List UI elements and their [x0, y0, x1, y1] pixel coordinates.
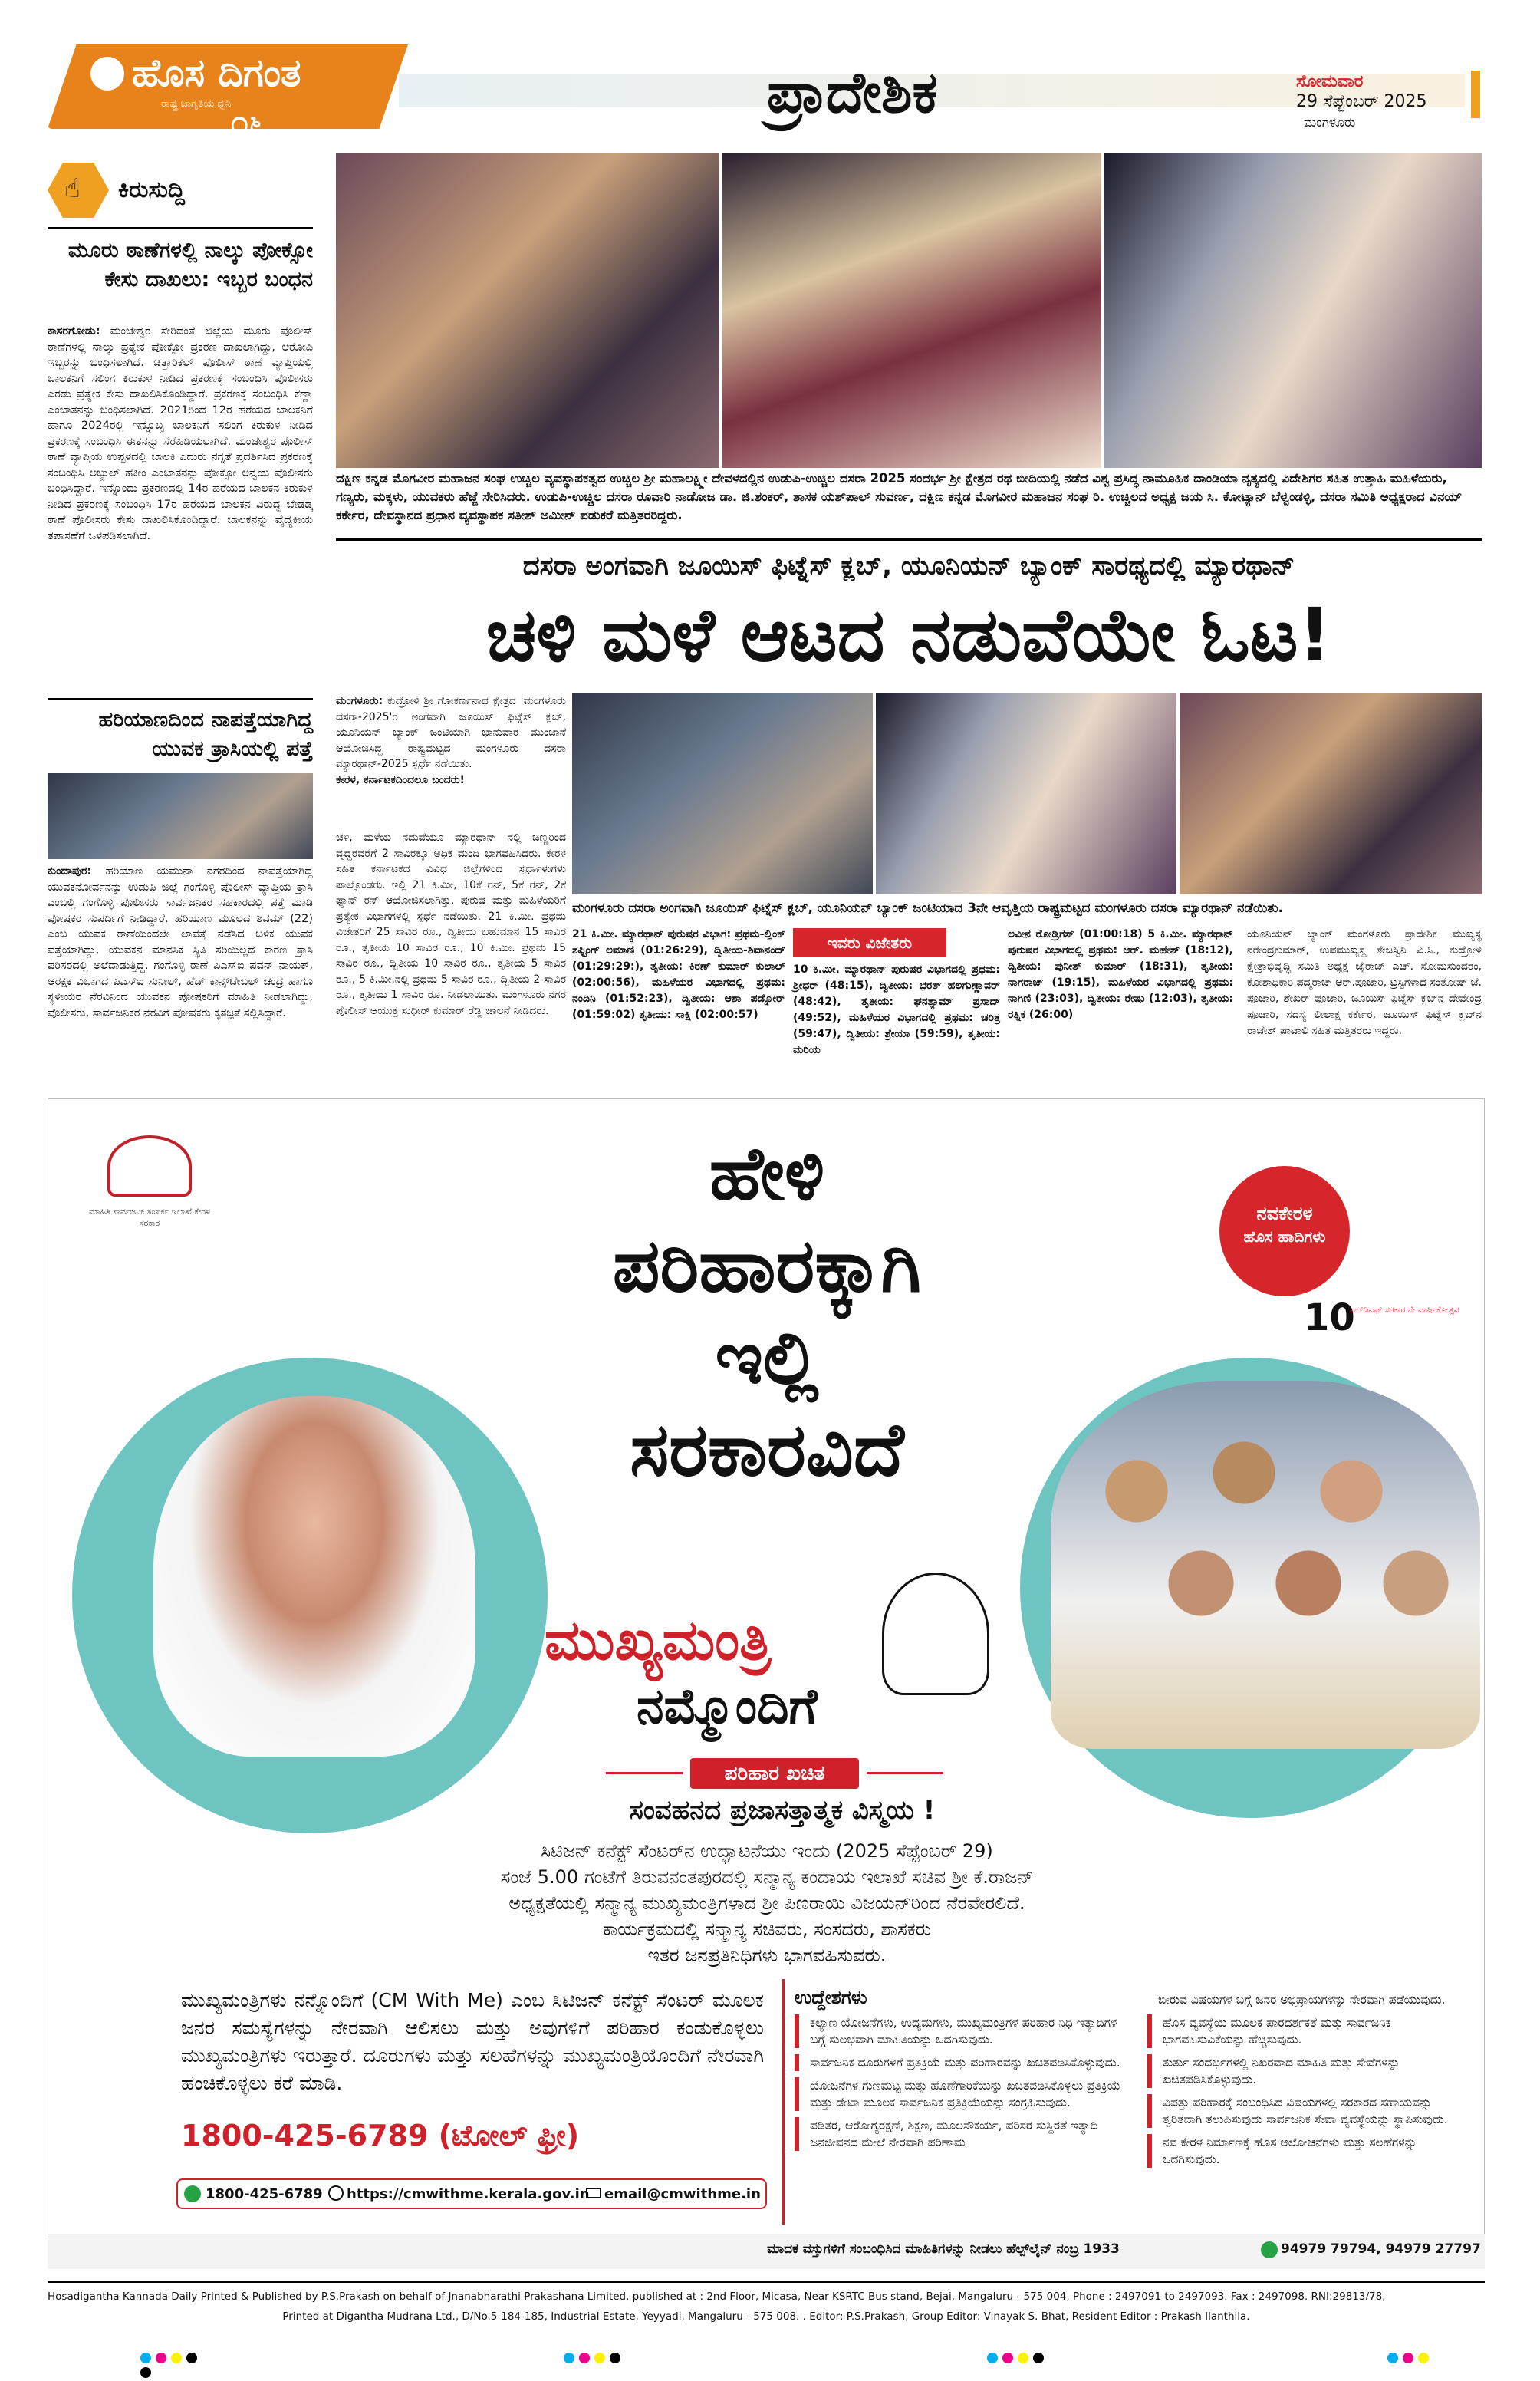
ad-headline-3: ಇಲ್ಲಿ: [715, 1315, 819, 1401]
dandiya-photo-2: [722, 153, 1101, 468]
marathon-subhead: ಕೇರಳ, ಕರ್ನಾಟಕದಿಂದಲೂ ಬಂದರು!: [336, 773, 465, 786]
brief1-dateline: ಕಾಸರಗೋಡು:: [48, 325, 100, 338]
helpline-text: ಮಾದಕ ವಸ್ತುಗಳಿಗೆ ಸಂಬಂಧಿಸಿದ ಮಾಹಿತಿಗಳನ್ನು ನೀಡಲು ಹೆಲ್ಪ್‌ಲೈನ್ ನಂಬ್ರ 1933: [767, 2241, 1120, 2257]
objectives-list-right: [1147, 1991, 1469, 2168]
registration-marks: [138, 2352, 1442, 2381]
logo-tagline: ರಾಷ್ಟ್ರ ಜಾಗೃತಿಯ ಧ್ವನಿ: [161, 98, 232, 110]
top-story-divider: [336, 538, 1482, 541]
objective-item: ತುರ್ತು ಸಂದರ್ಭಗಳಲ್ಲಿ ನಿಖರವಾದ ಮಾಹಿತಿ ಮತ್ತು ಸೇವೆಗಳನ್ನು ಖಚಿತಪಡಿಸಿಕೊಳ್ಳುವುದು.: [1147, 2054, 1469, 2088]
briefs-label: ಕಿರುಸುದ್ದಿ: [118, 176, 186, 203]
brief2-headline: ಹರಿಯಾಣದಿಂದ ನಾಪತ್ತೆಯಾಗಿದ್ದ ಯುವಕ ತ್ರಾಸಿಯಲ್ಲಿ ಪತ್ತೆ: [98, 708, 313, 761]
marathon-intro: [336, 693, 566, 788]
marathon-dateline: ಮಂಗಳೂರು:: [336, 695, 383, 707]
marathon-photo-caption: ಮಂಗಳೂರು ದಸರಾ ಅಂಗವಾಗಿ ಜೂಯಿಸ್ ಫಿಟ್ನೆಸ್ ಕ್ಲಬ್, ಯೂನಿಯನ್ ಬ್ಯಾಂಕ್ ಜಂಟಿಯಾದ 3ನೇ ಆವೃತ್ತಿಯ ರಾಷ್ಟ್ರಮಟ್ಟದ ಮಂಗಳೂರು ದಸರಾ ಮ್ಯಾರಥಾನ್ ನಡೆಯಿತು.: [572, 901, 1284, 916]
marathon-kicker: ದಸರಾ ಅಂಗವಾಗಿ ಜೂಯಿಸ್ ಫಿಟ್ನೆಸ್ ಕ್ಲಬ್, ಯೂನಿಯನ್ ಬ್ಯಾಂಕ್ ಸಾರಥ್ಯದಲ್ಲಿ ಮ್ಯಾರಥಾನ್: [522, 551, 1295, 581]
globe-icon: [328, 2185, 344, 2201]
objective-item: ಯೋಜನೆಗಳ ಗುಣಮಟ್ಟ ಮತ್ತು ಹೊಣೆಗಾರಿಕೆಯನ್ನು ಖಚಿತಪಡಿಸಿಕೊಳ್ಳಲು ಪ್ರತಿಕ್ರಿಯೆ ಮತ್ತು ಡೇಟಾ ಮೂಲಕ ಸಾರ್ವಜನಿಕ ಪ್ರತಿಕ್ರಿಯೆಯನ್ನು ಸಂಗ್ರಹಿಸುವುದು.: [795, 2077, 1132, 2111]
dandiya-caption: ದಕ್ಷಿಣ ಕನ್ನಡ ಮೊಗವೀರ ಮಹಾಜನ ಸಂಘ ಉಚ್ಚಿಲ ವ್ಯವಸ್ಥಾಪಕತ್ವದ ಉಚ್ಚಿಲ ಶ್ರೀ ಮಹಾಲಕ್ಷ್ಮೀ ದೇವಳದಲ್ಲಿನ ಉಡುಪಿ-ಉಚ್ಚಿಲ ದಸರಾ 2025 ಸಂದರ್ಭ ಶ್ರೀ ಕ್ಷೇತ್ರದ ರಥ ಬೀದಿಯಲ್ಲಿ ನಡೆದ ವಿಶ್ವ ಪ್ರಸಿದ್ಧ ನಾಮೂಹಿಕ ದಾಂಡಿಯಾ ನೃತ್ಯದಲ್ಲಿ ವಿದೇಶಿಗರ ಸಹಿತ ಉತ್ತಾಹಿ ಮಹಿಳೆಯರು, ಗಣ್ಯರು, ಮಕ್ಕಳು, ಯುವಕರು ಹೆಜ್ಜೆ ಸೇರಿಸಿದರು. ಉಡುಪಿ-ಉಚ್ಚಿಲ ದಸರಾ ರೂವಾರಿ ನಾಡೋಜ ಡಾ. ಜಿ.ಶಂಕರ್, ಶಾಸಕ ಯಶ್‌ಪಾಲ್ ಸುವರ್ಣ, ದಕ್ಷಿಣ ಕನ್ನಡ ಮೊಗವೀರ ಮಹಾಜನ ಸಂಘ ರಿ. ಉಚ್ಚಿಲದ ಅಧ್ಯಕ್ಷ ಜಯ ಸಿ. ಕೋಟ್ಯಾನ್ ಬೆಳ್ವಂಡಳ್ಳಿ, ದಸರಾ ಸಮಿತಿ ಅಧ್ಯಕ್ಷರಾದ ವಿನಯ್ ಕರ್ಕೇರ, ದೇವಸ್ಥಾನದ ಪ್ರಧಾನ ವ್ಯವಸ್ಥಾಪಕ ಸತೀಶ್ ಅಮೀನ್ ಪಡುಕರೆ ಮತ್ತಿತರರಿದ್ದರು.: [336, 471, 1463, 522]
contact-email[interactable]: email@cmwithme.in: [604, 2186, 761, 2202]
marathon-photo-2: [876, 693, 1176, 894]
masthead-accent-bar: [1471, 71, 1480, 118]
hand-icon: ☝: [64, 173, 81, 204]
badge-line1: ನವಕೇರಳ: [1256, 1203, 1313, 1224]
announcement: [330, 1838, 1204, 1968]
cm-portrait: [153, 1396, 475, 1757]
contact-web[interactable]: https://cmwithme.kerala.gov.in: [347, 2186, 590, 2202]
dandiya-photo-1: [336, 153, 719, 468]
objective-item: ನವ ಕೇರಳ ನಿರ್ಮಾಣಕ್ಕೆ ಹೊಸ ಆಲೋಚನೆಗಳು ಮತ್ತು ಸಲಹೆಗಳನ್ನು ಒದಗಿಸುವುದು.: [1147, 2134, 1469, 2168]
masthead: [0, 0, 1540, 153]
brief1-text: ಮಂಜೇಶ್ವರ ಸೇರಿದಂತೆ ಜಿಲ್ಲೆಯ ಮೂರು ಪೊಲೀಸ್ ಠಾಣೆಗಳಲ್ಲಿ ನಾಲ್ಕು ಪ್ರತ್ಯೇಕ ಪೋಕ್ಸೋ ಪ್ರಕರಣ ದಾಖಲಾಗಿದ್ದು, ಆರೋಪಿ ಇಬ್ಬರನ್ನು ಬಂಧಿಸಲಾಗಿದೆ. ಚಿತ್ತಾರಿಕಲ್ ಪೊಲೀಸ್ ಠಾಣೆ ವ್ಯಾಪ್ತಿಯಲ್ಲಿ ಬಾಲಕನಿಗೆ ಸಲಿಂಗ ಕಿರುಕುಳ ನೀಡಿದ ಪ್ರಕರಣಕ್ಕೆ ಸಂಬಂಧಿಸಿ ಪೊಲೀಸರು ಎರಡು ಪ್ರತ್ಯೇಕ ಕೇಸು ದಾಖಲಿಸಿಕೊಂಡಿದ್ದಾರೆ. ಪ್ರಕರಣಕ್ಕೆ ಸಂಬಂಧಿಸಿ ಕೆಣ್ಣಾ ಎಂಬಾತನನ್ನು ಬಂಧಿಸಲಾಗಿದೆ. 2021ರಿಂದ 12ರ ಹರೆಯದ ಬಾಲಕನಿಗೆ ಹಾಗೂ 2024ರಲ್ಲಿ ಇನ್ನೊಬ್ಬ ಬಾಲಕನಿಗೆ ಸಲಿಂಗ ಕಿರುಕುಳ ನೀಡಿದ ಪ್ರಕರಣಕ್ಕೆ ಸಂಬಂಧಿಸಿ ಈತನನ್ನು ಸೆರೆಹಿಡಿಯಲಾಗಿದೆ. ಮಂಜೇಶ್ವರ ಪೊಲೀಸ್ ಠಾಣೆ ವ್ಯಾಪ್ತಿಯ ಉಪ್ಪಳದಲ್ಲಿ ಬಾಲಕಿ ಎದುರು ನಗ್ನತೆ ಪ್ರದರ್ಶಿಸಿದ ಪ್ರಕರಣಕ್ಕೆ ಸಂಬಂಧಿಸಿ ಅಬ್ದುಲ್ ಹಕೀಂ ಎಂಬಾತನನ್ನು ಪೋಕ್ಸೋ ಅನ್ವಯ ಪೊಲೀಸರು ಬಂಧಿಸಿದ್ದಾರೆ. ಇನ್ನೊಂದು ಪ್ರಕರಣದಲ್ಲಿ 14ರ ಹರೆಯದ ಬಾಲಕನ ಕಿರುಕುಳ ನೀಡಿದ ಪ್ರಕರಣಕ್ಕೆ ಸಂಬಂಧಿಸಿ 17ರ ಹರೆಯದ ಬಾಲಕನ ವಿರುದ್ಧ ಬೇಡಡ್ಕ ಠಾಣೆ ಪೊಲೀಸರು ಕೇಸು ದಾಖಲಿಸಿಕೊಂಡಿದ್ದಾರೆ. ಬಾಲಕನನ್ನು ವೈದ್ಯಕೀಯ ತಪಾಸಣೆಗೆ ಒಳಪಡಿಸಲಾಗಿದೆ.: [48, 325, 313, 542]
marathon-intro-text: ಕುದ್ರೋಳಿ ಶ್ರೀ ಗೋಕರ್ಣನಾಥ ಕ್ಷೇತ್ರದ 'ಮಂಗಳೂರು ದಸರಾ-2025'ರ ಅಂಗವಾಗಿ ಜೂಯಿಸ್ ಫಿಟ್ನೆಸ್ ಕ್ಲಬ್, ಯೂನಿಯನ್ ಬ್ಯಾಂಕ್ ಜಂಟಿಯಾಗಿ ಭಾನುವಾರ ಮುಂಜಾನೆ ಆಯೋಜಿಸಿದ್ದ ರಾಷ್ಟ್ರಮಟ್ಟದ ಮಂಗಳೂರು ದಸರಾ ಮ್ಯಾರಥಾನ್-2025 ಸ್ಪರ್ಧೆ ನಡೆಯಿತು.: [336, 695, 567, 770]
winners-col-3: ಲವೀನ ರೋಡ್ರಿಗಸ್ (01:00:18) 5 ಕಿ.ಮೀ. ಮ್ಯಾರಥಾನ್ ಪುರುಷರ ವಿಭಾಗದಲ್ಲಿ ಪ್ರಥಮ: ಆರ್. ಮಹೇಶ್ (18:12), ದ್ವಿತೀಯ: ಪುನೀತ್ ಕುಮಾರ್ (18:31), ತೃತೀಯ: ನಾಗರಾಜ್ (19:15), ಮಹಿಳೆಯರ ವಿಭಾಗದಲ್ಲಿ ಪ್ರಥಮ: ನಾಗಿಣಿ (23:03), ದ್ವಿತೀಯ: ರೇಷು (12:03), ತೃತೀಯ: ರತ್ನಿಕ (26:00): [1008, 928, 1233, 1021]
announcement-line: ಸಂಜೆ 5.00 ಗಂಟೆಗೆ ತಿರುವನಂತಪುರದಲ್ಲಿ ಸನ್ಮಾನ್ಯ ಕಂದಾಯ ಇಲಾಖೆ ಸಚಿವ ಶ್ರೀ ಕೆ.ರಾಜನ್: [500, 1866, 1034, 1888]
briefs-divider-2: [48, 698, 313, 700]
winners-col-2: 10 ಕಿ.ಮೀ. ಮ್ಯಾರಥಾನ್ ಪುರುಷರ ವಿಭಾಗದಲ್ಲಿ ಪ್ರಥಮ: ಶ್ರೀಧರ್ (48:15), ದ್ವಿತೀಯ: ಭರತ್ ಹಲಗುಣ್ಣಾವರ್ (48:42), ತೃತೀಯ: ಘನಶ್ಯಾಮ್ ಪ್ರಸಾದ್ (49:52), ಮಹಿಳೆಯರ ವಿಭಾಗದಲ್ಲಿ ಪ್ರಥಮ: ಚರಿತ್ರ (59:47), ದ್ವಿತೀಯ: ಶ್ರೇಯಾ (59:59), ತೃತೀಯ: ಮರಿಯ: [793, 963, 1000, 1056]
ribbon-title: ಪರಿಹಾರ ಖಚಿತ: [690, 1758, 859, 1789]
imprint-line-2: Printed at Digantha Mudrana Ltd., D/No.5-184-185, Industrial Estate, Yeyyadi, Mangaluru - 575 008. . Editor: P.S.Prakash, Group Editor: Vinayak S. Bhat, Resident Editor : Prakash Ilanthila.: [282, 2310, 1250, 2323]
kerala-emblem-icon: [107, 1135, 192, 1197]
badge-small-text: ಎಲ್‌ಡಿಎಫ್ ಸರಕಾರ ನೇ ವಾರ್ಷಿಕೋತ್ಸವ: [1350, 1305, 1459, 1315]
announcement-line: ಅಧ್ಯಕ್ಷತೆಯಲ್ಲಿ ಸನ್ಮಾನ್ಯ ಮುಖ್ಯಮಂತ್ರಿಗಳಾದ ಶ್ರೀ ಪಿಣರಾಯಿ ವಿಜಯನ್‌ರಿಂದ ನೆರವೇರಲಿದೆ.: [508, 1892, 1025, 1914]
logo-title: ಹೊಸ ದಿಗಂತ: [132, 51, 301, 95]
ribbon-subtitle: ಸಂವಹನದ ಪ್ರಜಾಸತ್ತಾತ್ಮಕ ವಿಸ್ಮಯ !: [629, 1795, 936, 1826]
announcement-line: ಕಾರ್ಯಕ್ರಮದಲ್ಲಿ ಸನ್ಮಾನ್ಯ ಸಚಿವರು, ಸಂಸದರು, ಶಾಸಕರು: [603, 1918, 931, 1940]
marathon-photo-3: [1180, 693, 1482, 894]
helpline-whatsapp[interactable]: 94979 79794, 94979 27797: [1281, 2241, 1481, 2257]
imprint-rule: [48, 2281, 1485, 2283]
objective-item: ಪಡಿತರ, ಆರೋಗ್ಯರಕ್ಷಣೆ, ಶಿಕ್ಷಣ, ಮೂಲಸೌಕರ್ಯ, ಪರಿಸರ ಸುಸ್ಥಿರತೆ ಇತ್ಯಾದಿ ಜನಜೀವನದ ಮೇಲೆ ನೇರವಾಗಿ ಪರಿಣಾಮ: [795, 2117, 1132, 2151]
winners-col-1: 21 ಕಿ.ಮೀ. ಮ್ಯಾರಥಾನ್ ಪುರುಷರ ವಿಭಾಗ: ಪ್ರಥಮ-ಲ್ಲಿಂಕ್ ಶಫ್ಟಿಂಗ್ ಲಮಾಣಿ (01:26:29), ದ್ವಿತೀಯ-ಶಿವಾನಂದ್ (01:29:29:), ತೃತೀಯ: ಕಿರಣ್ ಕುಮಾರ್ ಕುಲಾಲ್ (02:00:56), ಮಹಿಳೆಯರ ವಿಭಾಗದಲ್ಲಿ ಪ್ರಥಮ: ನಂದಿನಿ (01:52:23), ದ್ವಿತೀಯ: ಆಶಾ ಪಡ್ನೋರ್ (01:59:02) ತೃತೀಯ: ಸಾಕ್ಷಿ (02:00:57): [572, 928, 785, 1021]
ad-title-black: ನಮ್ಮೊಂದಿಗೆ: [637, 1678, 818, 1735]
ad-headline-2: ಪರಿಹಾರಕ್ಕಾಗಿ: [612, 1223, 922, 1309]
objective-item: ಸಾರ್ವಜನಿಕ ದೂರುಗಳಿಗೆ ಪ್ರತಿಕ್ರಿಯೆ ಮತ್ತು ಪರಿಹಾರವನ್ನು ಖಚಿತಪಡಿಸಿಕೊಳ್ಳುವುದು.: [795, 2054, 1132, 2071]
objective-item: ಬೀರುವ ವಿಷಯಗಳ ಬಗ್ಗೆ ಜನರ ಅಭಿಪ್ರಾಯಗಳನ್ನು ನೇರವಾಗಿ ಪಡೆಯುವುದು.: [1158, 1993, 1446, 2007]
imprint-line-1: Hosadigantha Kannada Daily Printed & Published by P.S.Prakash on behalf of Jnanabharathi Prakashana Limited. published at : 2nd Floor, Micasa, Near KSRTC Bus stand, Bejai, Mangaluru - 575 004, Phone : 2497091 to 2497093. Fax : 2497098. RNI:29813/78,: [48, 2290, 1386, 2303]
cm-sketch-icon: [882, 1573, 989, 1695]
brief1-body: [48, 324, 313, 544]
briefs-divider: [48, 227, 313, 229]
brief2-dateline: ಕುಂದಾಪುರ:: [48, 865, 92, 878]
objective-item: ಕಲ್ಯಾಣ ಯೋಜನೆಗಳು, ಉದ್ಯಮಗಳು, ಮುಖ್ಯಮಂತ್ರಿಗಳ ಪರಿಹಾರ ನಿಧಿ ಇತ್ಯಾದಿಗಳ ಬಗ್ಗೆ ಸುಲಭವಾಗಿ ಮಾಹಿತಿಯನ್ನು ಒದಗಿಸುವುದು.: [795, 2014, 1132, 2048]
brief2-body: [48, 864, 313, 1021]
email-icon: [586, 2188, 601, 2198]
brief2-text: ಹರಿಯಾಣ ಯಮುನಾ ನಗರದಿಂದ ನಾಪತ್ತೆಯಾಗಿದ್ದ ಯುವಕನೋರ್ವನನ್ನು ಉಡುಪಿ ಜಿಲ್ಲೆ ಗಂಗೊಳ್ಳಿ ಪೊಲೀಸ್ ವ್ಯಾಪ್ತಿಯ ತ್ರಾಸಿ ಎಂಬಲ್ಲಿ ಗಂಗೊಳ್ಳಿ ಪೊಲೀಸರು ಸಾರ್ವಜನಿಕರ ಸಹಕಾರದಲ್ಲಿ ಪತ್ತೆ ಮಾಡಿ ಪೋಷಕರ ಸುಪರ್ದಿಗೆ ನೀಡಿದ್ದಾರೆ. ಹರಿಯಾಣ ಮೂಲದ ಶಿವಮ್ (22) ಎಂಬ ಯುವಕ ಠಾಣೆಯಿಂದಲೇ ಲಾಪತ್ತೆ ನಡೆಸಿದ ಬಳಿಕ ಯುವಕ ಪತ್ತೆಯಾಗಿದ್ದು, ಯುವಕನ ಮಾನಸಿಕ ಸ್ಥಿತಿ ಸರಿಯಿಲ್ಲದ ಕಾರಣ ತ್ರಾಸಿ ಪರಿಸರದಲ್ಲಿ ಅಲೆದಾಡುತ್ತಿದ್ದ. ಗಂಗೊಳ್ಳಿ ಠಾಣೆ ಪಿಎಸ್ಐ ಪವನ್ ನಾಯಕ್, ಆರಕ್ಷಕ ವಿಭಾಗದ ಪಿಎಸ್ಐ ಸುನೀಲ್, ಹೆಡ್ ಕಾನ್ಸ್‌ಟೇಬಲ್ ಚಂದ್ರ ಹಾಗೂ ಸ್ಥಳೀಯರ ನೆರವಿನಿಂದ ಯುವಕನ ಪೋಷಕರಿಗೆ ಮಾಹಿತಿ ನೀಡಲಾಗಿದ್ದು, ಪೊಲೀಸರು, ಸಾರ್ವಜನಿಕರ ನೆರವಿಗೆ ಪೋಷಕರು ಕೃತಜ್ಞತೆ ಸಲ್ಲಿಸಿದ್ದಾರೆ.: [48, 865, 314, 1019]
cm-with-me-text: ಮುಖ್ಯಮಂತ್ರಿಗಳು ನನ್ನೊಂದಿಗೆ (CM With Me) ಎಂಬ ಸಿಟಿಜನ್ ಕನೆಕ್ಟ್ ಸೆಂಟರ್ ಮೂಲಕ ಜನರ ಸಮಸ್ಯೆಗಳನ್ನು ನೇರವಾಗಿ ಆಲಿಸಲು ಮತ್ತು ಅವುಗಳಿಗೆ ಪರಿಹಾರ ಕಂಡುಕೊಳ್ಳಲು ಮುಖ್ಯಮಂತ್ರಿಗಳು ಇರುತ್ತಾರೆ. ದೂರುಗಳು ಮತ್ತು ಸಲಹೆಗಳನ್ನು ಮುಖ್ಯಮಂತ್ರಿಯೊಂದಿಗೆ ನೇರವಾಗಿ ಹಂಚಿಕೊಳ್ಳಲು ಕರೆ ಮಾಡಿ.: [181, 1989, 764, 2094]
masthead-date: 29 ಸೆಪ್ಟೆಂಬರ್ 2025: [1296, 92, 1427, 111]
announcement-line: ಸಿಟಿಜನ್ ಕನೆಕ್ಟ್ ಸೆಂಟರ್‌ನ ಉದ್ಘಾಟನೆಯು ಇಂದು (2025 ಸೆಪ್ಟೆಂಬರ್ 29): [541, 1840, 993, 1862]
whatsapp-icon: [1261, 2241, 1278, 2258]
logo-emblem-icon: [90, 57, 124, 91]
badge-years: 10: [1304, 1296, 1355, 1339]
winners-label: ಇವರು ವಿಜೇತರು: [793, 928, 946, 957]
marathon-photo-1: [572, 693, 873, 894]
whatsapp-icon: [184, 2185, 201, 2202]
objectives-title: ಉದ್ದೇಶಗಳು: [795, 1987, 867, 2008]
objectives-list-left: [795, 2014, 1132, 2151]
marathon-headline: ಚಳಿ ಮಳೆ ಆಟದ ನಡುವೆಯೇ ಓಟ!: [485, 592, 1332, 678]
ad-headline-4: ಸರಕಾರವಿದೆ: [630, 1407, 904, 1493]
contact-phone[interactable]: 1800-425-6789: [206, 2186, 323, 2202]
phone-number[interactable]: 1800-425-6789 (ಟೋಲ್ ಫ್ರೀ): [181, 2119, 580, 2152]
badge-line2: ಹೊಸ ಹಾದಿಗಳು: [1243, 1227, 1326, 1246]
brief1-headline: ಮೂರು ಠಾಣೆಗಳಲ್ಲಿ ನಾಲ್ಕು ಪೋಕ್ಸೋ ಕೇಸು ದಾಖಲು: ಇಬ್ಬರ ಬಂಧನ: [67, 239, 313, 291]
ribbon-left-line: [606, 1772, 683, 1774]
ad-headline-1: ಹೇಳಿ: [709, 1131, 825, 1217]
announcement-line: ಇತರ ಜನಪ್ರತಿನಿಧಿಗಳು ಭಾಗವಹಿಸುವರು.: [647, 1945, 887, 1966]
masthead-day: ಸೋಮವಾರ: [1296, 72, 1364, 91]
brief2-photo: [48, 773, 313, 859]
objective-item: ವಿಪತ್ತು ಪರಿಹಾರಕ್ಕೆ ಸಂಬಂಧಿಸಿದ ವಿಷಯಗಳಲ್ಲಿ ಸರಕಾರದ ಸಹಾಯವನ್ನು ತ್ವರಿತವಾಗಿ ತಲುಪಿಸುವುದು ಸಾರ್ವಜನಿಕ ಸೇವಾ ವ್ಯವಸ್ಥೆಯನ್ನು ಸ್ಥಾಪಿಸುವುದು.: [1147, 2094, 1469, 2128]
objective-item: ಹೊಸ ವ್ಯವಸ್ಥೆಯ ಮೂಲಕ ಪಾರದರ್ಶಕತೆ ಮತ್ತು ಸಾರ್ವಜನಿಕ ಭಾಗವಹಿಸುವಿಕೆಯನ್ನು ಹೆಚ್ಚಿಸುವುದು.: [1147, 2014, 1469, 2048]
briefs-column: [48, 153, 313, 1089]
marathon-body: ಚಳಿ, ಮಳೆಯ ನಡುವೆಯೂ ಮ್ಯಾರಥಾನ್ ನಲ್ಲಿ ಚಿಣ್ಣರಿಂದ ವೃದ್ಧರವರೆಗೆ 2 ಸಾವಿರಕ್ಕೂ ಅಧಿಕ ಮಂದಿ ಭಾಗವಹಿಸಿದರು. ಕೇರಳ ಸಹಿತ ಕರ್ನಾಟಕದ ವಿವಿಧ ಜಿಲ್ಲೆಗಳಿಂದ ಸ್ಪರ್ಧಾಳುಗಳು ಪಾಲ್ಗೊಂಡರು. ಇಲ್ಲಿ 21 ಕಿ.ಮೀ, 10ಕೆ ರನ್, 5ಕೆ ರನ್, 2ಕೆ ಫ್ಯಾನ್ ರನ್ ಆಯೋಜಿಸಲಾಗಿತ್ತು. ಪುರುಷ ಮತ್ತು ಮಹಿಳೆಯರಿಗೆ ಪ್ರತ್ಯೇಕ ವಿಭಾಗಗಳಲ್ಲಿ ಸ್ಪರ್ಧೆ ನಡೆಯಿತು. 21 ಕಿ.ಮೀ. ಪ್ರಥಮ ವಿಜೇತರಿಗೆ 25 ಸಾವಿರ ರೂ., ದ್ವಿತೀಯ ಬಹುಮಾನ 15 ಸಾವಿರ ರೂ., ತೃತೀಯ 10 ಸಾವಿರ ರೂ., 10 ಕಿ.ಮೀ. ಪ್ರಥಮ 15 ಸಾವಿರ ರೂ., ದ್ವಿತೀಯ 10 ಸಾವಿರ ರೂ., ತೃತೀಯ 5 ಸಾವಿರ ರೂ., 5 ಕಿ.ಮೀ.ನಲ್ಲಿ ಪ್ರಥಮ 5 ಸಾವಿರ ರೂ., ದ್ವಿತೀಯ 2 ಸಾವಿರ ರೂ., ತೃತೀಯ 1 ಸಾವಿರ ರೂ. ನೀಡಲಾಯಿತು. ಮಂಗಳೂರು ನಗರ ಪೊಲೀಸ್ ಆಯುಕ್ತ ಸುಧೀರ್ ಕುಮಾರ್ ರೆಡ್ಡಿ ಚಾಲನೆ ನೀಡಿದರು.: [336, 832, 566, 1017]
winners-col-4: ಯೂನಿಯನ್ ಬ್ಯಾಂಕ್ ಮಂಗಳೂರು ಪ್ರಾದೇಶಿಕ ಮುಖ್ಯಸ್ಥ ನರೇಂದ್ರಕುಮಾರ್, ಉಪಮುಖ್ಯಸ್ಥ ತೇಜಸ್ವಿನಿ ವಿ.ಸಿ., ಕುದ್ರೋಳಿ ಕ್ಷೇತ್ರಾಭಿವೃದ್ಧಿ ಸಮಿತಿ ಅಧ್ಯಕ್ಷ ಜೈರಾಜ್ ಎಚ್. ಸೋಮಸುಂದರಂ, ಕೋಶಾಧಿಕಾರಿ ಪದ್ಮರಾಜ್ ಆರ್.ಪೂಜಾರಿ, ಟ್ರಸ್ಟಿಗಳಾದ ಸಂತೋಷ್ ಜೆ. ಪೂಜಾರಿ, ಶೇಖರ್ ಪೂಜಾರಿ, ಜೂಯಿಸ್ ಫಿಟ್ನೆಸ್ ಕ್ಲಬ್‌ನ ದೇವೇಂದ್ರ ಪೂಜಾರಿ, ಸದಸ್ಯ ಲೀಲಾಕ್ಷ ಕರ್ಕೇರ, ಜೂಯಿಸ್ ಫಿಟ್ನೆಸ್ ಕ್ಲಬ್‌ನ ರಾಜೇಶ್ ಪಾಟಾಲಿ ಸಹಿತ ಮತ್ತಿತರರು ಇದ್ದರು.: [1247, 928, 1482, 1037]
ribbon-right-line: [867, 1772, 943, 1774]
masthead-city: ಮಂಗಳೂರು: [1304, 115, 1356, 130]
ad-title-red: ಮುಖ್ಯಮಂತ್ರಿ: [545, 1608, 772, 1672]
section-title: ಪ್ರಾದೇಶಿಕ: [767, 60, 938, 126]
dandiya-photo-3: [1104, 153, 1482, 468]
people-group-photo: [1051, 1381, 1480, 1749]
ad-emblem-text: ಮಾಹಿತಿ ಸಾರ್ವಜನಿಕ ಸಂಪರ್ಕ ಇಲಾಖೆ ಕೇರಳ ಸರಕಾರ: [88, 1207, 211, 1228]
page-number: ೦೬: [230, 103, 268, 142]
